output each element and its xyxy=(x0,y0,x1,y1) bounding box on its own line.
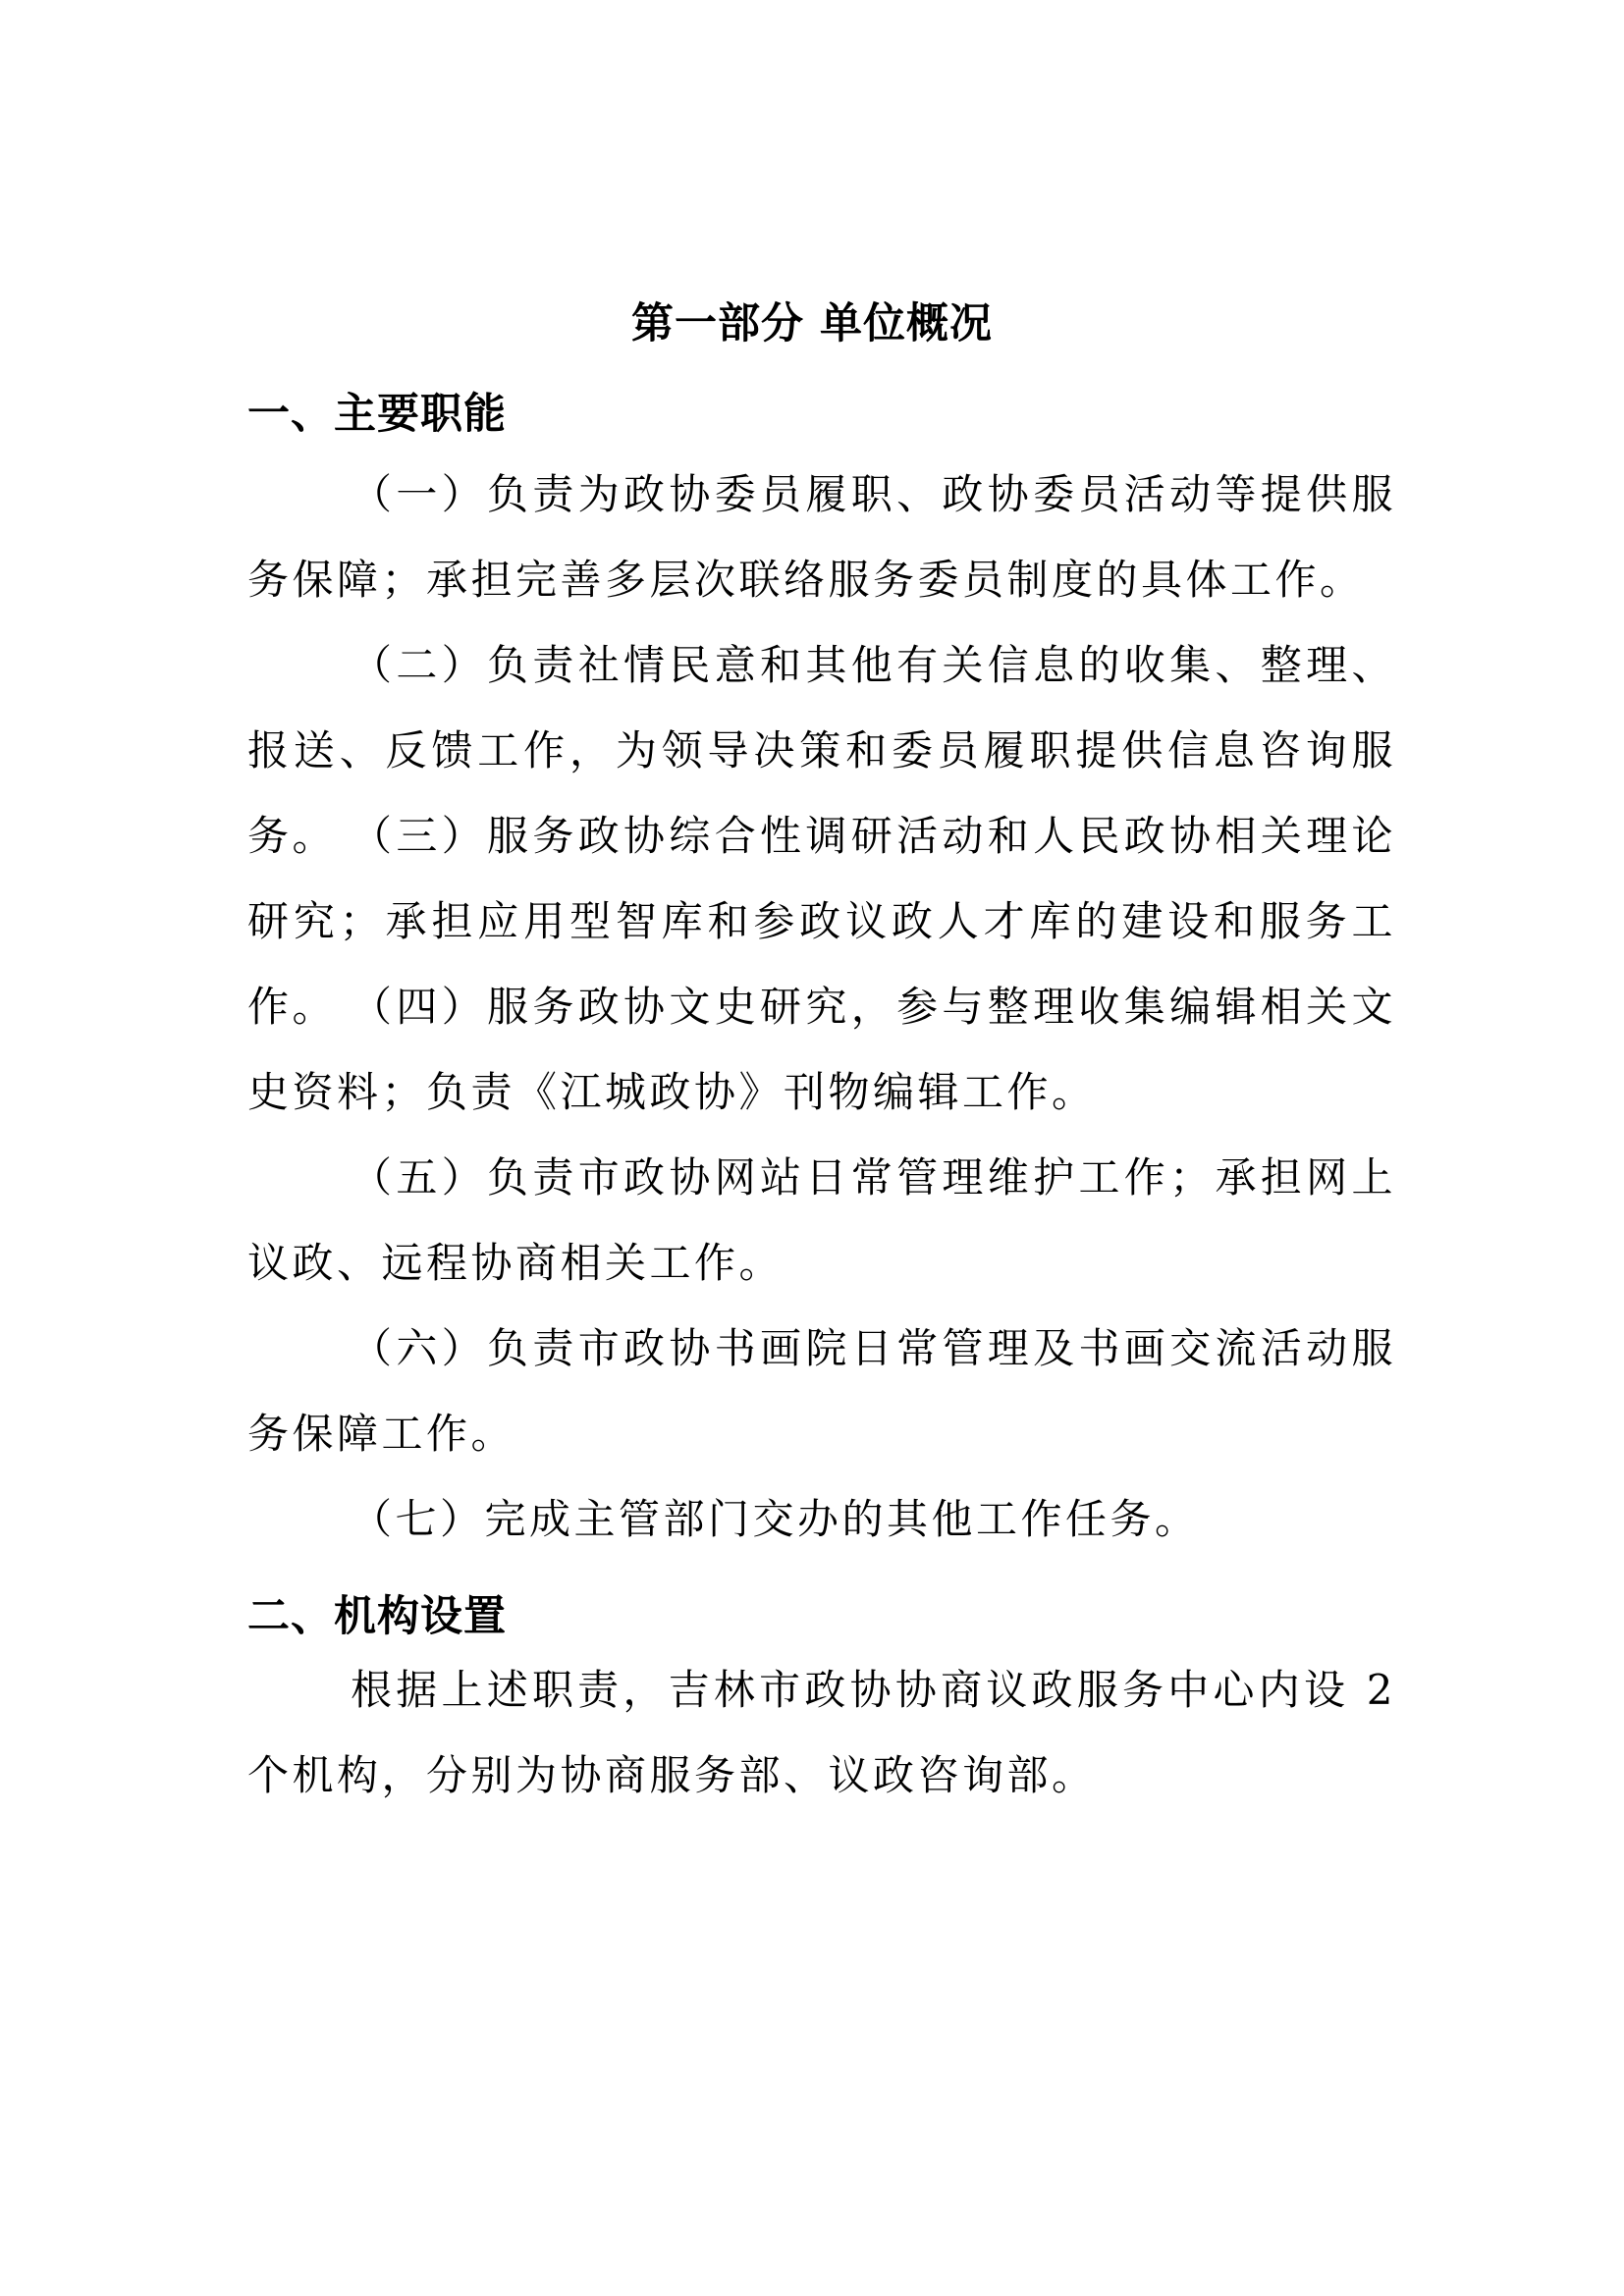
function-item-7: （七）完成主管部门交办的其他工作任务。 xyxy=(351,1495,1200,1543)
function-item-2: （二）负责社情民意和其他有关信息的收集、整理、报送、反馈工作，为领导决策和委员履职提供信息咨询服务。 xyxy=(247,641,1396,860)
function-item-5: （五）负责市政协网站日常管理维护工作；承担网上议政、远程协商相关工作。 xyxy=(247,1153,1396,1287)
page-title: 第一部分 单位概况 xyxy=(631,299,993,348)
function-item-4: （四）服务政协文史研究，参与整理收集编辑相关文史资料；负责《江城政协》刊物编辑工作。 xyxy=(247,983,1396,1116)
section-heading-main-functions: 一、主要职能 xyxy=(247,390,507,439)
function-item-6: （六）负责市政协书画院日常管理及书画交流活动服务保障工作。 xyxy=(247,1324,1396,1458)
function-item-3: （三）服务政协综合性调研活动和人民政协相关理论研究；承担应用型智库和参政议政人才库的建设和服务工作。 xyxy=(247,812,1396,1031)
organization-paragraph: 根据上述职责，吉林市政协协商议政服务中心内设 2 个机构，分别为协商服务部、议政咨询部。 xyxy=(247,1666,1396,1799)
section-heading-organization: 二、机构设置 xyxy=(247,1592,507,1641)
function-item-1: （一）负责为政协委员履职、政协委员活动等提供服务保障；承担完善多层次联络服务委员制度的具体工作。 xyxy=(247,470,1396,604)
